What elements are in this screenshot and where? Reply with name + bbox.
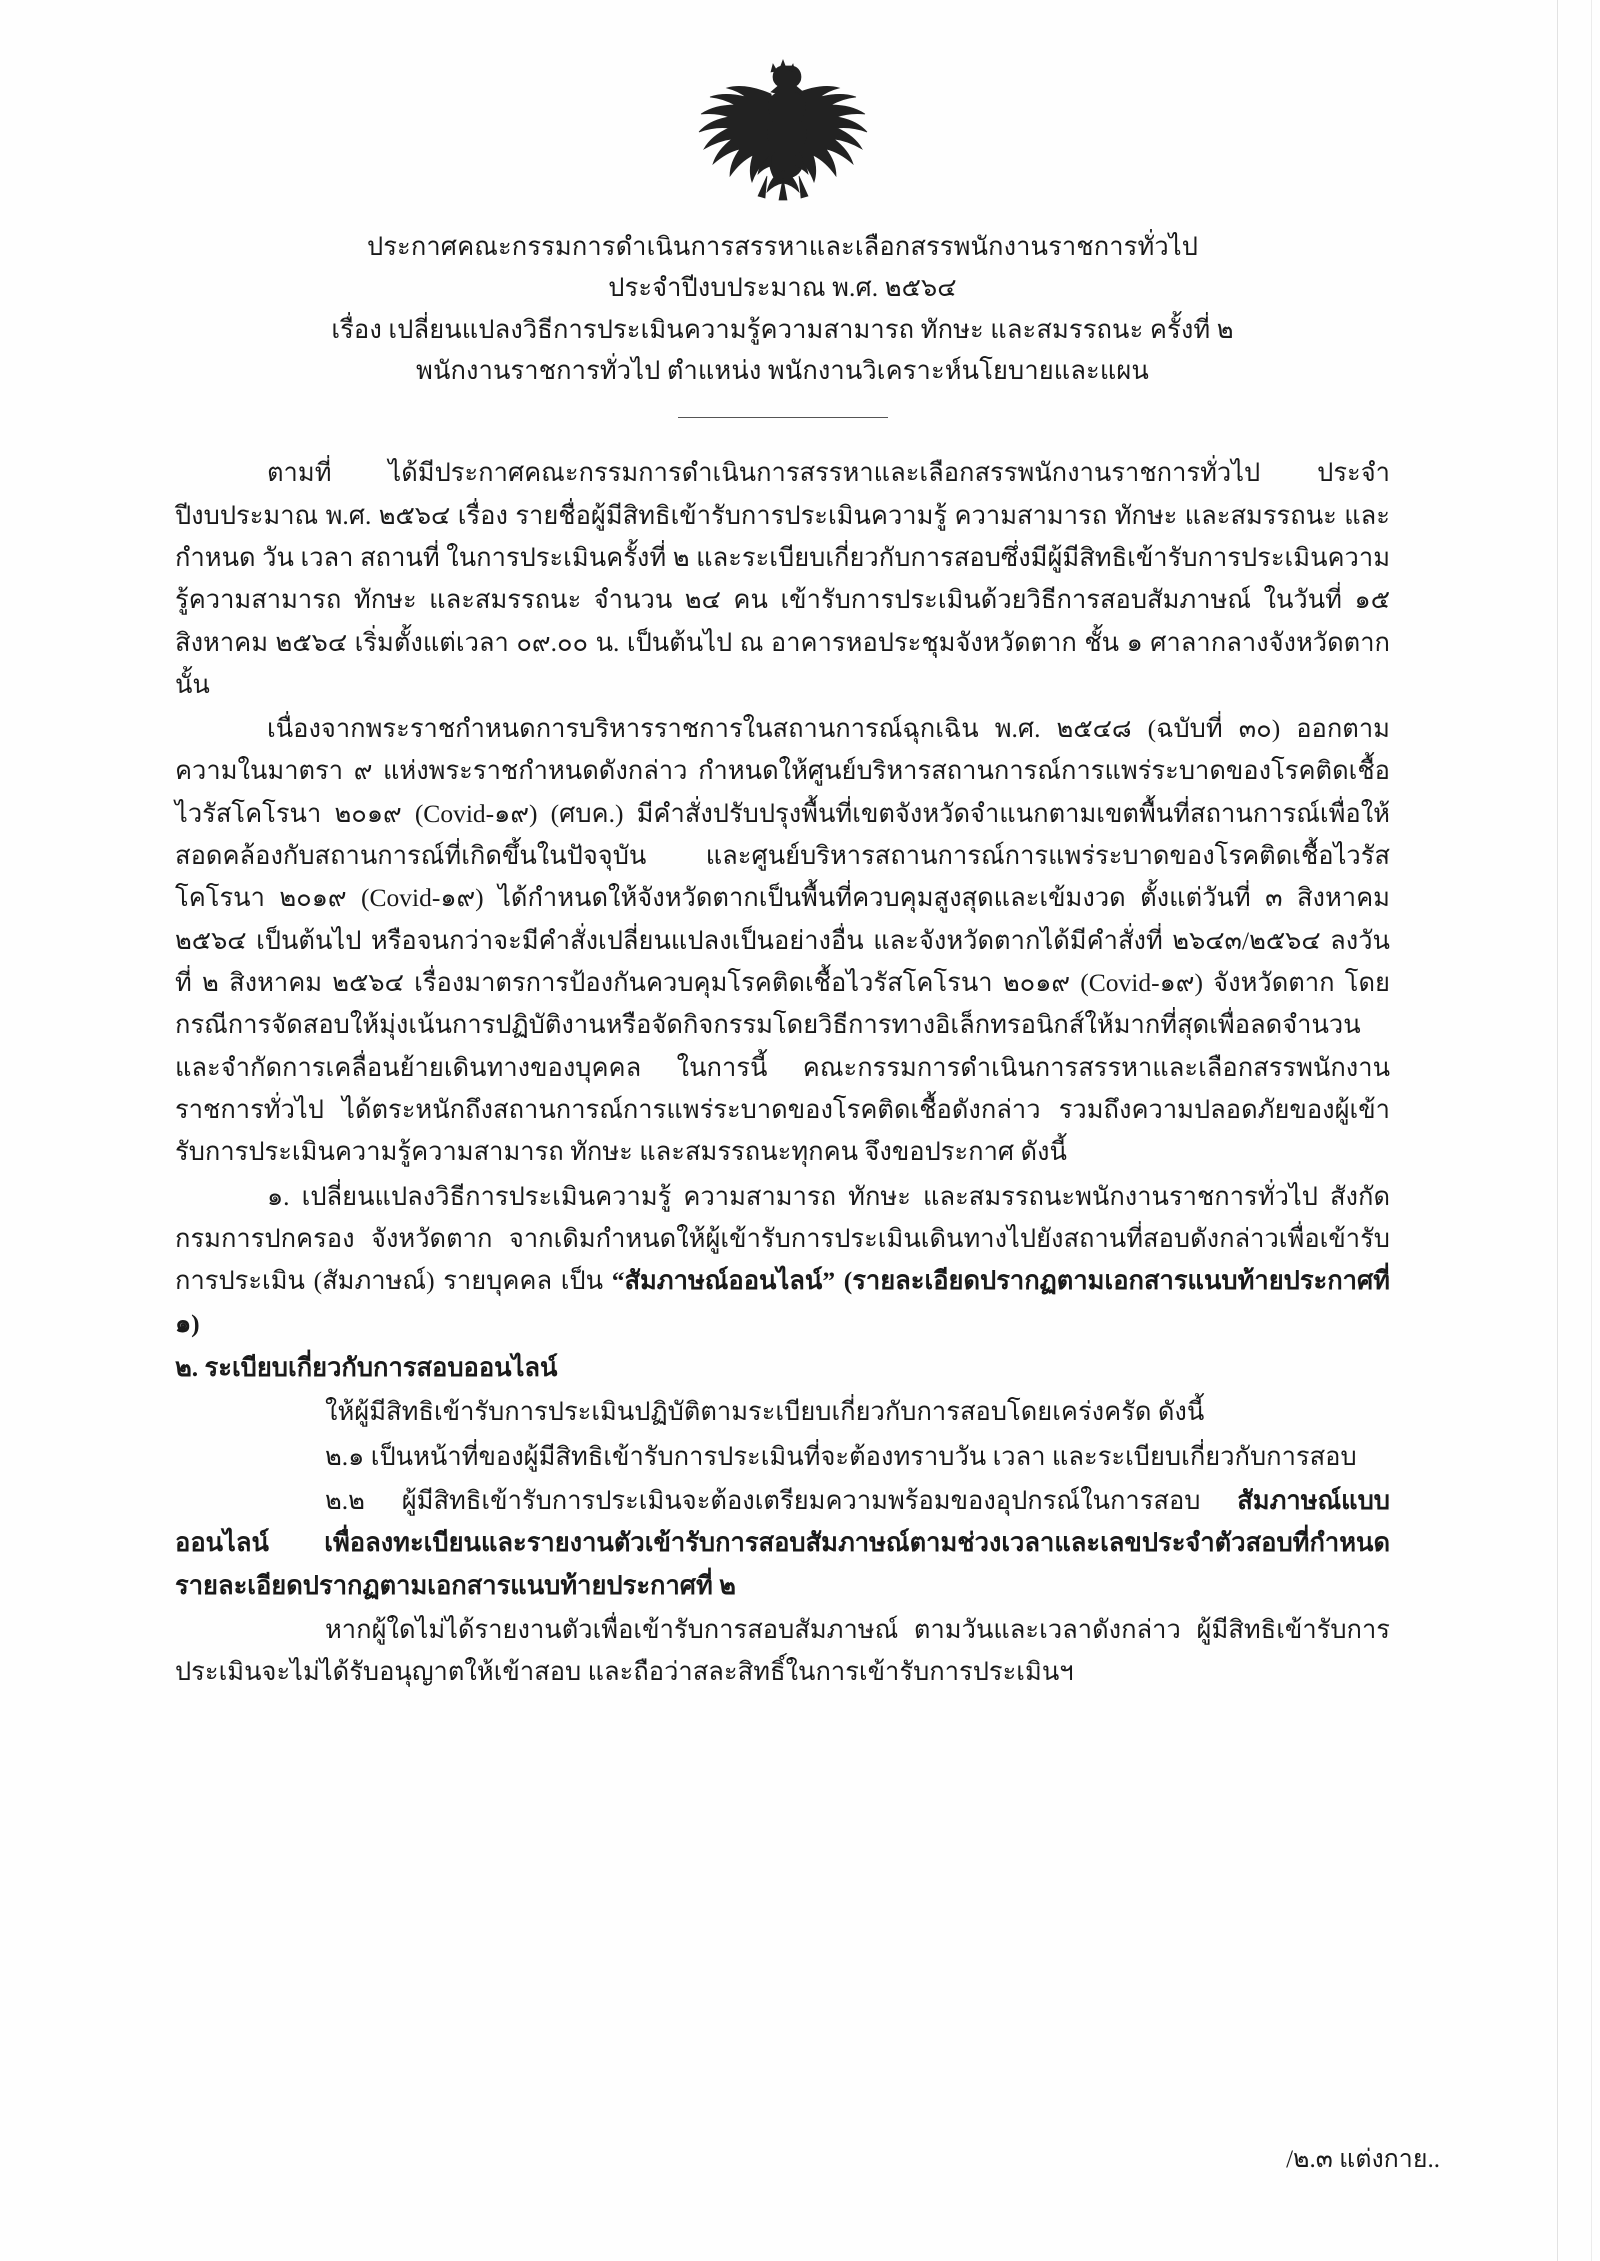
document-body — [175, 452, 1390, 1694]
paragraph-3-text-bold: “สัมภาษณ์ออนไลน์” (รายละเอียดปรากฏตามเอกสารแนบท้ายประกาศที่ ๑) — [175, 1266, 1390, 1338]
document-content — [175, 0, 1390, 1696]
header-line-2: ประจำปีงบประมาณ พ.ศ. ๒๕๖๔ — [608, 273, 957, 303]
scan-edge-line-outer — [1591, 0, 1592, 2261]
paragraph-7-text-bold: สัมภาษณ์แบบออนไลน์ เพื่อลงทะเบียนและรายงานตัวเข้ารับการสอบสัมภาษณ์ตามช่วงเวลาและเลขประจำตัวสอบที่กำหนด รายละเอียดปรากฏตามเอกสารแนบท้ายประกาศที่ ๒ — [175, 1486, 1390, 1600]
paragraph-7-item-2-2 — [175, 1480, 1390, 1607]
paragraph-3-text-plain: ๑. เปลี่ยนแปลงวิธีการประเมินความรู้ ความสามารถ ทักษะ และสมรรถนะพนักงานราชการทั่วไป สังกัดกรมการปกครอง จังหวัดตาก จากเดิมกำหนดให้ผู้เข้ารับการประเมินเดินทางไปยังสถานที่สอบดังกล่าวเพื่อเข้ารับการประเมิน (สัมภาษณ์) รายบุคคล เป็น — [175, 1181, 1390, 1296]
section-heading-2: ๒. ระเบียบเกี่ยวกับการสอบออนไลน์ — [175, 1353, 558, 1383]
header-line-1: ประกาศคณะกรรมการดำเนินการสรรหาและเลือกสรรพนักงานราชการทั่วไป — [366, 232, 1199, 261]
paragraph-6-item-2-1: ๒.๑ เป็นหน้าที่ของผู้มีสิทธิเข้ารับการประเมินที่จะต้องทราบวัน เวลา และระเบียบเกี่ยวกับการสอบ — [325, 1441, 1357, 1471]
header-line-3: เรื่อง เปลี่ยนแปลงวิธีการประเมินความรู้ความสามารถ ทักษะ และสมรรถนะ ครั้งที่ ๒ — [331, 314, 1234, 344]
scan-edge-line — [1557, 0, 1558, 2261]
garuda-emblem-icon — [683, 58, 883, 208]
paragraph-2: เนื่องจากพระราชกำหนดการบริหารราชการในสถานการณ์ฉุกเฉิน พ.ศ. ๒๕๔๘ (ฉบับที่ ๓๐) ออกตามความในมาตรา ๙ แห่งพระราชกำหนดดังกล่าว กำหนดให้ศูนย์บริหารสถานการณ์การแพร่ระบาดของโรคติดเชื้อไวรัสโคโรนา ๒๐๑๙ (Covid-๑๙) (ศบค.) มีคำสั่งปรับปรุงพื้นที่เขตจังหวัดจำแนกตามเขตพื้นที่สถานการณ์เพื่อให้สอดคล้องกับสถานการณ์ที่เกิดขึ้นในปัจจุบัน และศูนย์บริหารสถานการณ์การแพร่ระบาดของโรคติดเชื้อไวรัสโคโรนา ๒๐๑๙ (Covid-๑๙) ได้กำหนดให้จังหวัดตากเป็นพื้นที่ควบคุมสูงสุดและเข้มงวด ตั้งแต่วันที่ ๓ สิงหาคม ๒๕๖๔ เป็นต้นไป หรือจนกว่าจะมีคำสั่งเปลี่ยนแปลงเป็นอย่างอื่น และจังหวัดตากได้มีคำสั่งที่ ๒๖๔๓/๒๕๖๔ ลงวันที่ ๒ สิงหาคม ๒๕๖๔ เรื่องมาตรการป้องกันควบคุมโรคติดเชื้อไวรัสโคโรนา ๒๐๑๙ (Covid-๑๙) จังหวัดตาก โดยกรณีการจัดสอบให้มุ่งเน้นการปฏิบัติงานหรือจัดกิจกรรมโดยวิธีการทางอิเล็กทรอนิกส์ให้มากที่สุดเพื่อลดจำนวนและจำกัดการเคลื่อนย้ายเดินทางของบุคคล ในการนี้ คณะกรรมการดำเนินการสรรหาและเลือกสรรพนักงานราชการทั่วไป ได้ตระหนักถึงสถานการณ์การแพร่ระบาดของโรคติดเชื้อดังกล่าว รวมถึงความปลอดภัยของผู้เข้ารับการประเมินความรู้ความสามารถ ทักษะ และสมรรถนะทุกคน จึงขอประกาศ ดังนี้ — [175, 714, 1390, 1167]
paragraph-1: ตามที่ ได้มีประกาศคณะกรรมการดำเนินการสรรหาและเลือกสรรพนักงานราชการทั่วไป ประจำปีงบประมาณ พ.ศ. ๒๕๖๔ เรื่อง รายชื่อผู้มีสิทธิเข้ารับการประเมินความรู้ ความสามารถ ทักษะ และสมรรถนะ และกำหนด วัน เวลา สถานที่ ในการประเมินครั้งที่ ๒ และระเบียบเกี่ยวกับการสอบซึ่งมีผู้มีสิทธิเข้ารับการประเมินความรู้ความสามารถ ทักษะ และสมรรถนะ จำนวน ๒๔ คน เข้ารับการประเมินด้วยวิธีการสอบสัมภาษณ์ ในวันที่ ๑๕ สิงหาคม ๒๕๖๔ เริ่มตั้งแต่เวลา ๐๙.๐๐ น. เป็นต้นไป ณ อาคารหอประชุมจังหวัดตาก ชั้น ๑ ศาลากลางจังหวัดตาก นั้น — [175, 458, 1390, 699]
paragraph-5: ให้ผู้มีสิทธิเข้ารับการประเมินปฏิบัติตามระเบียบเกี่ยวกับการสอบโดยเคร่งครัด ดังนี้ — [325, 1397, 1205, 1427]
document-header — [175, 226, 1390, 418]
paragraph-7-text-plain: ๒.๒ ผู้มีสิทธิเข้ารับการประเมินจะต้องเตรียมความพร้อมของอุปกรณ์ในการสอบ — [325, 1486, 1201, 1516]
header-divider — [678, 417, 888, 418]
page-continuation-note: /๒.๓ แต่งกาย.. — [1286, 2146, 1440, 2173]
paragraph-8: หากผู้ใดไม่ได้รายงานตัวเพื่อเข้ารับการสอบสัมภาษณ์ ตามวันและเวลาดังกล่าว ผู้มีสิทธิเข้ารับการประเมินจะไม่ได้รับอนุญาตให้เข้าสอบ และถือว่าสละสิทธิ์ในการเข้ารับการประเมินฯ — [175, 1615, 1390, 1687]
header-line-4: พนักงานราชการทั่วไป ตำแหน่ง พนักงานวิเคราะห์นโยบายและแผน — [416, 355, 1149, 385]
paragraph-3 — [175, 1176, 1390, 1345]
emblem-container — [175, 0, 1390, 208]
